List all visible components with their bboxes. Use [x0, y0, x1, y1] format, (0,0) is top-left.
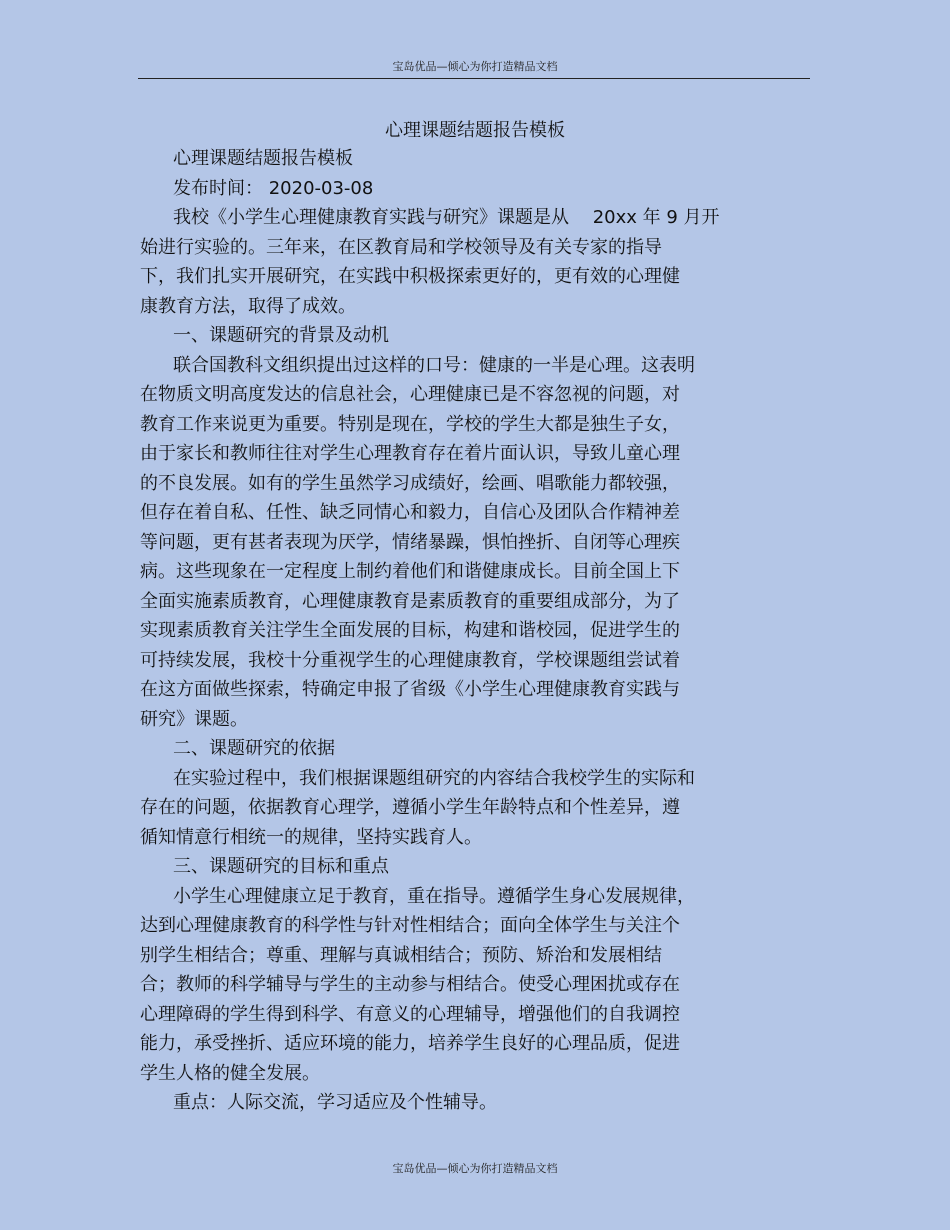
text-line: 别学生相结合；尊重、理解与真诚相结合；预防、矫治和发展相结: [140, 944, 662, 966]
text-line: 全面实施素质教育，心理健康教育是素质教育的重要组成部分，为了: [140, 590, 680, 612]
text-line: 病。这些现象在一定程度上制约着他们和谐健康成长。目前全国上下: [140, 561, 680, 582]
header-divider: [138, 78, 810, 79]
document-title: 心理课题结题报告模板: [385, 120, 565, 141]
page-footer: 宝岛优品—倾心为你打造精品文档: [392, 1162, 558, 1175]
text-line: 但存在着自私、任性、缺乏同情心和毅力，自信心及团队合作精神差: [140, 502, 680, 523]
text-line: 实现素质教育关注学生全面发展的目标，构建和谐校园，促进学生的: [140, 620, 680, 641]
text-line: 下，我们扎实开展研究，在实践中积极探索更好的，更有效的心理健: [140, 266, 680, 287]
text-line: 学生人格的健全发展。: [140, 1062, 320, 1084]
text-line: 研究》课题。: [140, 708, 248, 730]
document-body: [140, 144, 790, 1118]
text-line: 在实验过程中，我们根据课题组研究的内容结合我校学生的实际和: [173, 767, 695, 789]
text-line: 一、课题研究的背景及动机: [173, 325, 389, 346]
text-line: 在物质文明高度发达的信息社会，心理健康已是不容忽视的问题，对: [140, 384, 680, 405]
text-line: 二、课题研究的依据: [173, 738, 335, 759]
text-line: 小学生心理健康立足于教育，重在指导。遵循学生身心发展规律，: [173, 885, 695, 907]
text-line: 达到心理健康教育的科学性与针对性相结合；面向全体学生与关注个: [140, 915, 680, 936]
text-line: 我校《小学生心理健康教育实践与研究》课题是从 20xx 年 9 月开: [173, 207, 720, 228]
text-line: 三、课题研究的目标和重点: [173, 856, 389, 877]
text-line: 等问题，更有甚者表现为厌学，情绪暴躁，惧怕挫折、自闭等心理疾: [140, 531, 680, 553]
text-line: 可持续发展，我校十分重视学生的心理健康教育，学校课题组尝试着: [140, 649, 680, 671]
text-line: 始进行实验的。三年来，在区教育局和学校领导及有关专家的指导: [140, 236, 662, 258]
text-line: 循知情意行相统一的规律，坚持实践育人。: [140, 826, 482, 848]
text-line: 康教育方法，取得了成效。: [140, 295, 356, 317]
text-line: 心理课题结题报告模板: [173, 148, 353, 169]
text-line: 能力，承受挫折、适应环境的能力，培养学生良好的心理品质，促进: [140, 1033, 680, 1054]
text-line: 的不良发展。如有的学生虽然学习成绩好，绘画、唱歌能力都较强，: [140, 472, 680, 494]
text-line: 由于家长和教师往往对学生心理教育存在着片面认识，导致儿童心理: [140, 443, 680, 464]
text-line: 在这方面做些探索，特确定申报了省级《小学生心理健康教育实践与: [140, 679, 680, 700]
page-header: 宝岛优品—倾心为你打造精品文档: [392, 60, 558, 73]
text-line: 合；教师的科学辅导与学生的主动参与相结合。使受心理困扰或存在: [140, 974, 680, 995]
text-line: 发布时间： 2020-03-08: [173, 177, 374, 199]
text-line: 联合国教科文组织提出过这样的口号：健康的一半是心理。这表明: [173, 354, 695, 376]
text-line: 存在的问题，依据教育心理学，遵循小学生年龄特点和个性差异，遵: [140, 797, 680, 818]
text-line: 重点：人际交流，学习适应及个性辅导。: [173, 1092, 497, 1113]
text-line: 教育工作来说更为重要。特别是现在，学校的学生大都是独生子女，: [140, 413, 680, 435]
text-line: 心理障碍的学生得到科学、有意义的心理辅导，增强他们的自我调控: [140, 1003, 680, 1025]
